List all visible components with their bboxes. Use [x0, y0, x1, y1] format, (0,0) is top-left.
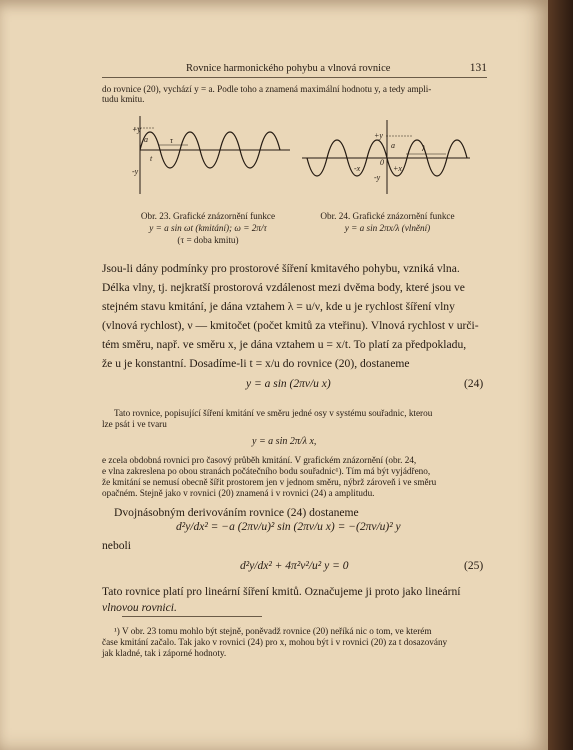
para3-line-3: že kmitání se nemusí obecně šířit prostorem jen v jednom směru, nýbrž zároveň i ve směru	[102, 477, 437, 487]
fig24-caption-line1: Obr. 24. Grafické znázornění funkce	[320, 211, 455, 221]
para5-line-1: Tato rovnice platí pro lineární šíření kmitů. Označujeme ji proto jako lineární	[102, 585, 461, 598]
para1-line-6: že u je konstantní. Dosadíme-li t = x/u do rovnice (20), dostaneme	[102, 357, 410, 370]
footnote-line-2: čase kmitání začalo. Tak jako v rovnici (24) pro x, mohou být i v rovnici (20) za t dosazovány	[102, 637, 448, 647]
para1-line-3: stejném stavu kmitání, je dána vztahem λ = u/ν, kde u je rychlost šíření vlny	[102, 300, 455, 313]
fig24-label-plus-x: +x	[393, 164, 402, 173]
equation-24: y = a sin (2πν/u x)	[246, 378, 331, 390]
footnote-line-1: ¹) V obr. 23 tomu mohlo být stejně, poněvadž rovnice (20) neříká nic o tom, ve kterém	[114, 626, 432, 636]
fig23-label-t: t	[150, 154, 153, 163]
intro-line-1: do rovnice (20), vychází y = a. Podle toho a znamená maximální hodnotu y, a tedy ampli-	[102, 84, 432, 94]
fig23-caption-line1: Obr. 23. Grafické znázornění funkce	[140, 211, 276, 221]
fig23-label-minus-y: -y	[132, 167, 139, 176]
para3-line-4: opačném. Stejně jako v rovnici (20) znamená i v rovnici (24) a amplitudu.	[102, 488, 375, 498]
para1-line-1: Jsou-li dány podmínky pro prostorové šíření kmitavého pohybu, vzniká vlna.	[102, 262, 460, 275]
fig24-label-a: a	[391, 141, 395, 150]
fig23-caption-eq: y = a sin ωt (kmitání); ω = 2π/τ	[149, 223, 267, 233]
fig24-label-plus-y: +y	[374, 131, 383, 140]
para3-line-2: e vlna zakreslena po obou stranách počátečního bodu souřadnic¹). Tím má být vyjádřeno,	[102, 466, 431, 476]
para5-line-2: vlnovou rovnici.	[102, 601, 177, 614]
equation-24-number: (24)	[464, 378, 484, 390]
equation-lambda-form: y = a sin 2π/λ x,	[252, 436, 317, 447]
fig24-label-lambda: λ	[422, 144, 426, 153]
footnote-rule	[122, 616, 262, 617]
para1-line-2: Délka vlny, tj. nejkratší prostorová vzdálenost mezi dvěma body, které jsou ve	[102, 281, 465, 294]
fig23-label-plus-y: +y	[132, 125, 141, 134]
figure-24-caption	[300, 210, 475, 234]
running-title: Rovnice harmonického pohybu a vlnová rovnice	[186, 63, 391, 74]
neboli-label: neboli	[102, 539, 131, 552]
intro-line-2: tudu kmitu.	[102, 94, 145, 104]
figure-23-graph	[132, 112, 292, 196]
fig24-label-minus-y: -y	[374, 173, 381, 182]
fig24-label-minus-x: -x	[354, 164, 361, 173]
para2-line-1: Tato rovnice, popisující šíření kmitání ve směru jedné osy v systému souřadnic, kterou	[114, 408, 433, 418]
fig24-caption-eq: y = a sin 2πx/λ (vlnění)	[344, 223, 431, 233]
figure-24-graph	[302, 118, 472, 196]
figure-23-caption	[118, 210, 298, 246]
equation-25-number: (25)	[464, 560, 484, 572]
equation-25: d²y/dx² + 4π²ν²/u² y = 0	[240, 560, 349, 572]
para4: Dvojnásobným derivováním rovnice (24) dostaneme	[114, 506, 359, 519]
fig23-label-tau: τ	[170, 136, 173, 145]
header-rule	[102, 77, 487, 78]
book-edge	[548, 0, 573, 750]
fig23-caption-line3: (τ = doba kmitu)	[177, 235, 239, 245]
fig24-label-origin: 0	[380, 158, 384, 167]
fig23-label-a: a	[144, 135, 148, 144]
equation-second-derivative: d²y/dx² = −a (2πν/u)² sin (2πν/u x) = −(2πν/u)² y	[176, 521, 401, 533]
para1-line-5: tém směru, např. ve směru x, je dána vztahem u = x/t. To platí za předpokladu,	[102, 338, 467, 351]
para1-line-4: (vlnová rychlost), ν — kmitočet (počet kmitů za vteřinu). Vlnová rychlost v urči-	[102, 319, 479, 332]
para3-line-1: e zcela obdobná rovnici pro časový průběh kmitání. V grafickém znázornění (obr. 24,	[102, 455, 417, 465]
page-number: 131	[469, 62, 487, 74]
footnote-line-3: jak kladné, tak i záporné hodnoty.	[102, 648, 227, 658]
para2-line-2: lze psát i ve tvaru	[102, 419, 167, 429]
